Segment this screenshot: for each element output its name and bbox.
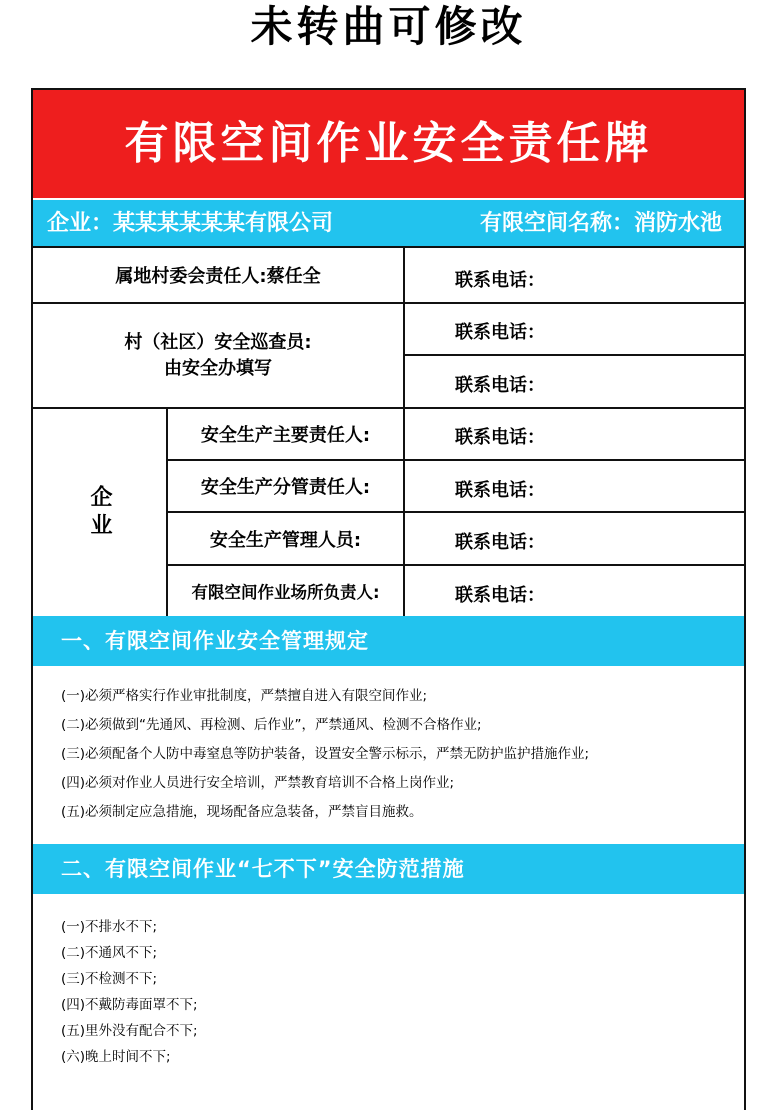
phone-label: 联系电话： (455, 270, 545, 291)
patrol-officer (33, 304, 403, 407)
company-label: 企业：某某某某某某有限公司 (47, 211, 334, 236)
role-deputy: 安全生产分管责任人: (200, 477, 371, 498)
phone-label: 联系电话： (455, 585, 545, 606)
enterprise-label: 企业 (87, 484, 112, 541)
phone-label: 联系电话： (455, 532, 545, 553)
role-manager: 安全生产管理人员: (209, 529, 362, 551)
responsibility-board (31, 88, 746, 1110)
section-1-header (33, 616, 744, 666)
phone-label: 联系电话： (455, 375, 545, 396)
list-item: (五)里外没有配合不下; (61, 1023, 198, 1039)
list-item: (一)不排水不下; (61, 919, 158, 935)
phone-label: 联系电话： (455, 427, 545, 448)
section-1-list (61, 682, 741, 827)
list-item: (三)不检测不下; (61, 971, 158, 987)
list-item: (五)必须制定应急措施，现场配备应急装备，严禁盲目施救。 (61, 804, 423, 820)
list-item: (二)必须做到“先通风、再检测、后作业”，严禁通风、检测不合格作业; (61, 717, 482, 733)
section-2-header (33, 844, 744, 894)
role-main: 安全生产主要责任人: (200, 425, 371, 446)
patrol-officer-title: 村（社区）安全巡查员: (124, 331, 312, 353)
section-2-list (61, 914, 741, 1070)
row-divider (403, 354, 744, 356)
village-person: 属地村委会责任人:蔡任全 (115, 266, 321, 287)
space-name-label: 有限空间名称：消防水池 (479, 211, 722, 236)
section-1-title: 一、有限空间作业安全管理规定 (61, 629, 369, 653)
company-bar (33, 198, 744, 248)
role-site-lead: 有限空间作业场所负责人: (191, 583, 380, 602)
board-title: 有限空间作业安全责任牌 (33, 90, 744, 198)
phone-label: 联系电话： (455, 480, 545, 501)
patrol-officer-note: 由安全办填写 (164, 357, 272, 379)
section-2-title: 二、有限空间作业“七不下”安全防范措施 (61, 857, 465, 881)
list-item: (四)必须对作业人员进行安全培训，严禁教育培训不合格上岗作业; (61, 775, 455, 791)
list-item: (三)必须配备个人防中毒窒息等防护装备，设置安全警示标示，严禁无防护监护措施作业; (61, 746, 590, 762)
page-title: 未转曲可修改 (250, 2, 527, 51)
list-item: (四)不戴防毒面罩不下; (61, 997, 198, 1013)
phone-label: 联系电话： (455, 322, 545, 343)
list-item: (六)晚上时间不下; (61, 1049, 171, 1065)
list-item: (一)必须严格实行作业审批制度，严禁擅自进入有限空间作业; (61, 688, 428, 704)
list-item: (二)不通风不下; (61, 945, 158, 961)
